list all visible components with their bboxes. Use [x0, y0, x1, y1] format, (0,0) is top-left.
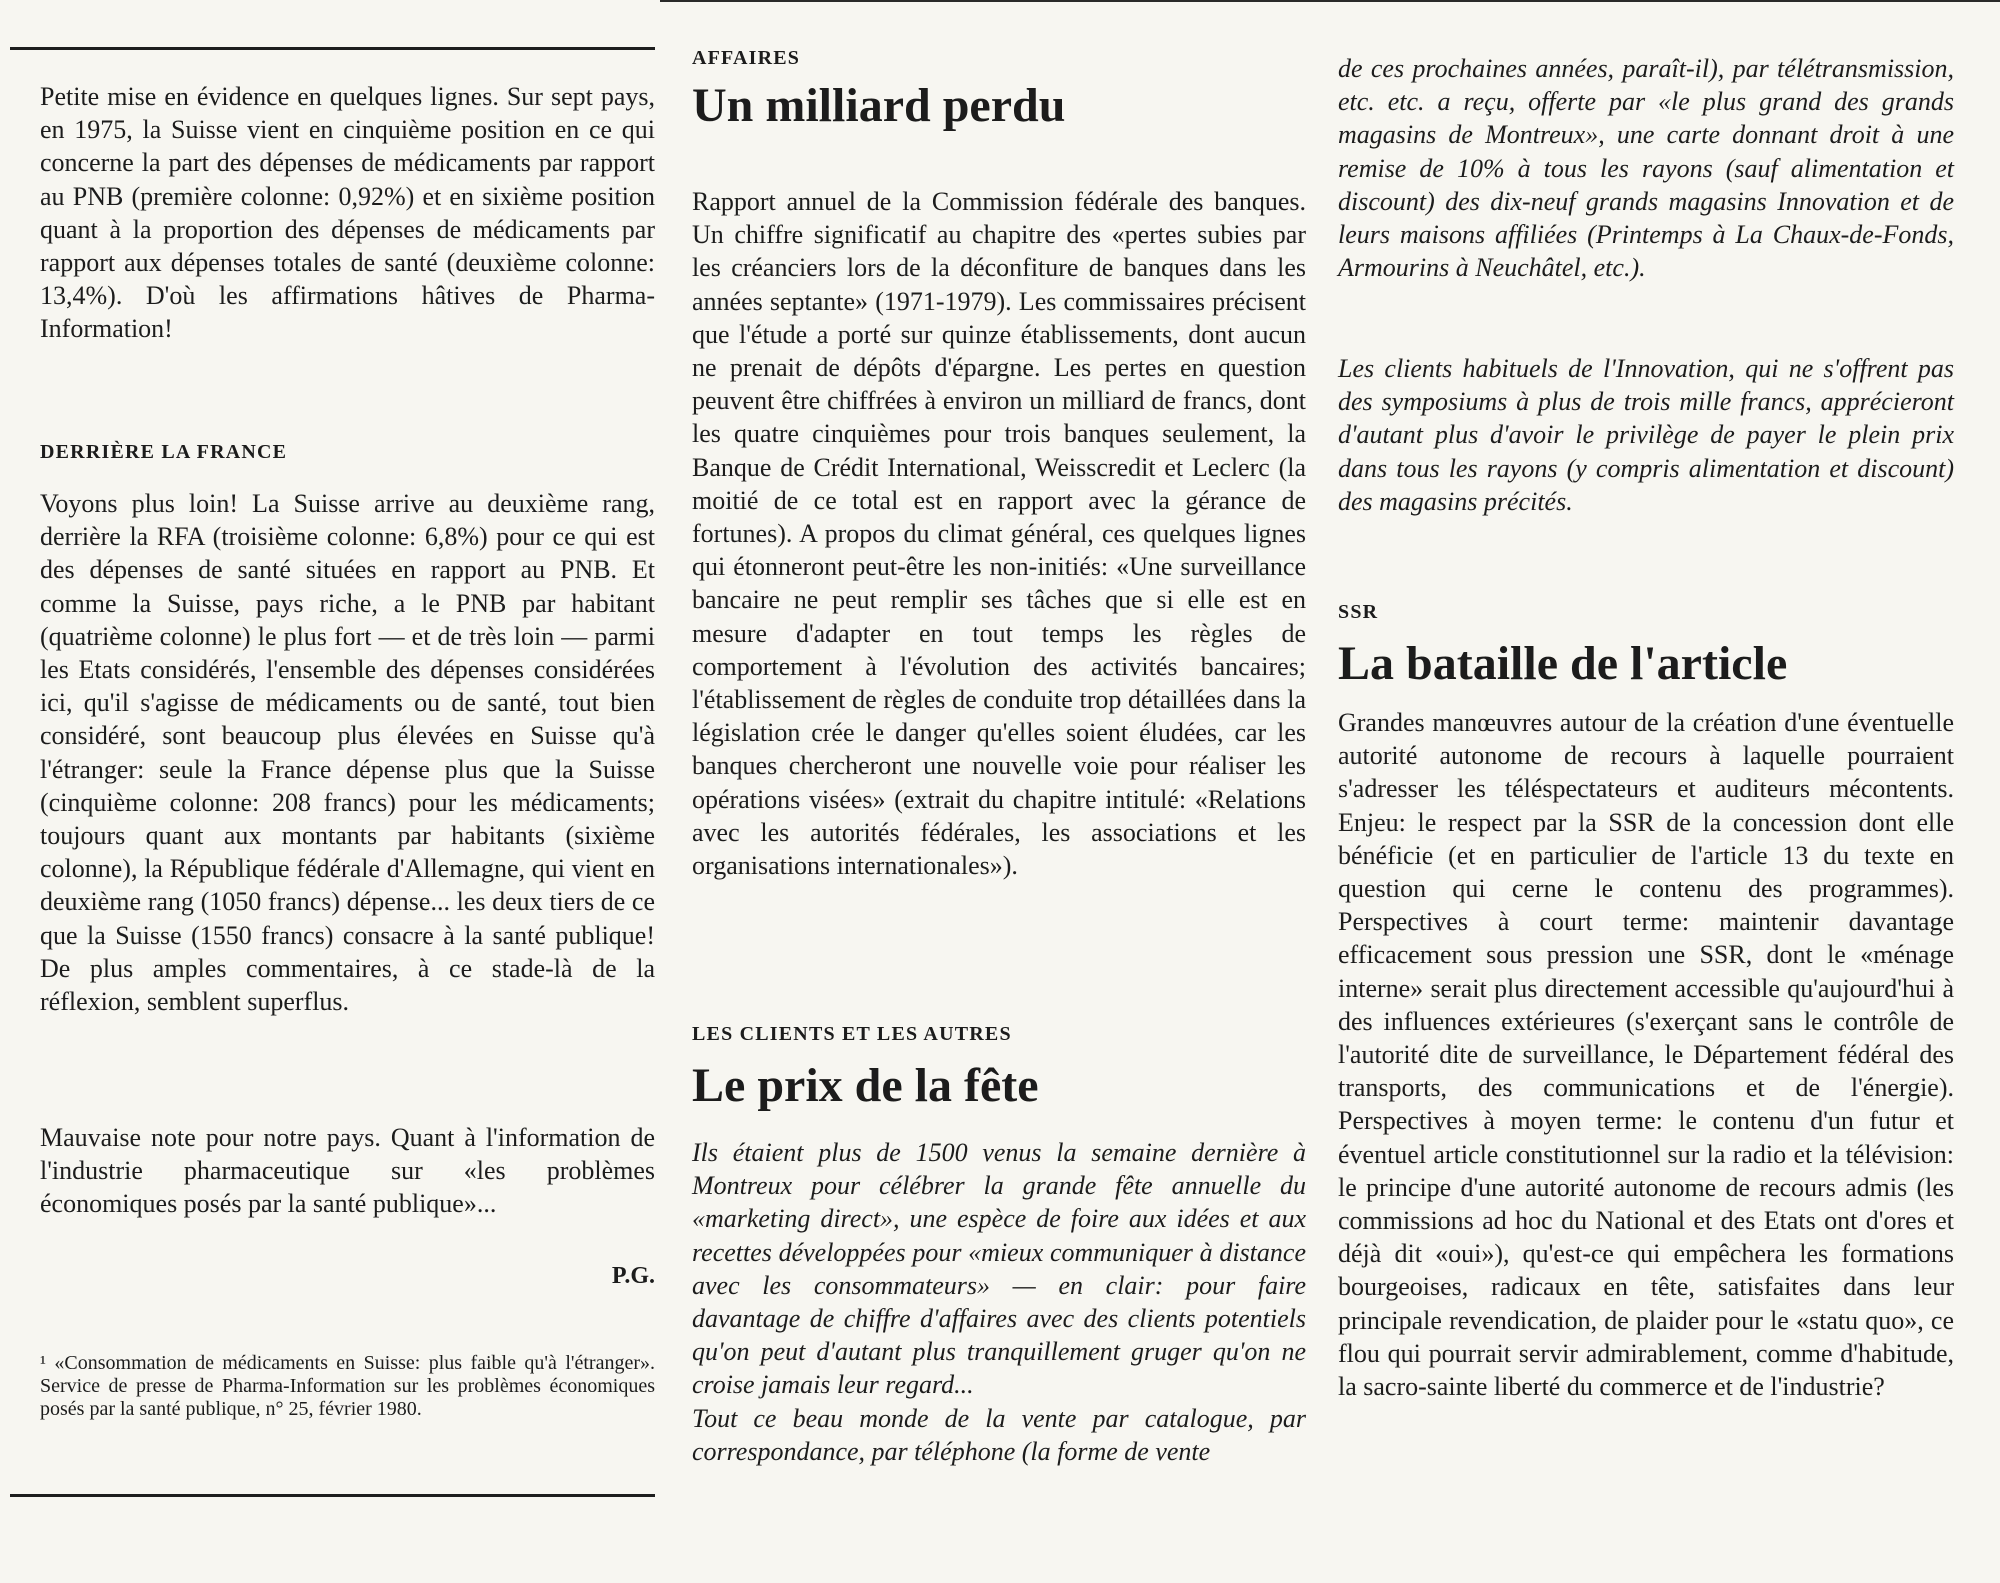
- section-kicker: LES CLIENTS ET LES AUTRES: [692, 1023, 1012, 1045]
- article-body-italic: Ils étaient plus de 1500 venus la semaine dernière à Montreux pour célébrer la grande fête annuelle du «marketing direct», une espèce de foire aux idées et aux recettes développées pour «mieux communiquer à distance avec les consommateurs» — en clair: pour faire davantage de chiffre d'affaires avec des clients potentiels qu'on peut d'autant plus tranquillement gruger qu'on ne croise jamais leur regard...: [692, 1138, 1306, 1400]
- body-paragraph: Voyons plus loin! La Suisse arrive au deuxième rang, derrière la RFA (troisième colonne: 6,8%) pour ce qui est des dépenses de santé situées en rapport au PNB. Et comme la Suisse, pays riche, a le PNB par habitant (quatrième colonne) le plus fort — et de très loin — parmi les Etats considérés, l'ensemble des dépenses considérées ici, qu'il s'agisse de médicaments ou de santé, tout bien considéré, sont beaucoup plus élevées en Suisse qu'à l'étranger: seule la France dépense plus que la Suisse (cinquième colonne: 208 francs) pour les médicaments; toujours quant aux montants par habitants (sixième colonne), la République fédérale d'Allemagne, qui vient en deuxième rang (1050 francs) dépense... les deux tiers de ce que la Suisse (1550 francs) consacre à la santé publique! De plus amples commentaires, à ce stade-là de la réflexion, semblent superflus.: [40, 489, 655, 1017]
- column-3: [1338, 0, 1954, 1583]
- article-headline: Un milliard perdu: [692, 79, 1066, 132]
- article-body-italic: Tout ce beau monde de la vente par catalogue, par correspondance, par téléphone (la forme de vente: [692, 1403, 1306, 1466]
- column-2: [692, 0, 1306, 1583]
- article-continuation: de ces prochaines années, paraît-il), par télétransmission, etc. etc. a reçu, offerte par «le plus grand des grands magasins de Montreux», une carte donnant droit à une remise de 10% à tous les rayons (sauf alimentation et discount) des dix-neuf grands magasins Innovation et de leurs maisons affiliées (Printemps à La Chaux-de-Fonds, Armourins à Neuchâtel, etc.).: [1338, 54, 1954, 283]
- footnote: ¹ «Consommation de médicaments en Suisse: plus faible qu'à l'étranger». Service de presse de Pharma-Information sur les problèmes économiques posés par la santé publique, n° 25, février 1980.: [40, 1352, 655, 1420]
- article-body: Rapport annuel de la Commission fédérale des banques. Un chiffre significatif au chapitre des «pertes subies par les créanciers lors de la déconfiture de banques dans les années septante» (1971-1979). Les commissaires précisent que l'étude a porté sur quinze établissements, dont aucun ne prenait de dépôts d'épargne. Les pertes en question peuvent être chiffrées à environ un milliard de francs, dont les quatre cinquièmes pour trois banques seulement, la Banque de Crédit International, Weisscredit et Leclerc (la moitié de ce total est en rapport avec la gérance de fortunes). A propos du climat général, ces quelques lignes qui étonneront peut-être les non-initiés: «Une surveillance bancaire ne peut remplir ses tâches que si elle est en mesure d'adapter en tout temps les règles de comportement à l'évolution des activités bancaires; l'établissement de règles de conduite trop détaillées dans la législation crée le danger qu'elles soient éludées, car les banques chercheront une nouvelle voie pour réaliser les opérations visées» (extrait du chapitre intitulé: «Relations avec les autorités fédérales, les associations et les organisations internationales»).: [692, 187, 1306, 881]
- section-kicker: SSR: [1338, 601, 1379, 623]
- article-body: Grandes manœuvres autour de la création d'une éventuelle autorité autonome de recours à laquelle pourraient s'adresser les téléspectateurs et auditeurs mécontents. Enjeu: le respect par la SSR de la concession dont elle bénéficie (et en particulier de l'article 13 du texte en question qui cerne le contenu des programmes). Perspectives à court terme: maintenir davantage efficacement sous pression une SSR, dont le «ménage interne» serait plus directement accessible qu'aujourd'hui à des influences extérieures (s'exerçant sans le contrôle de l'autorité dite de surveillance, le Département fédéral des transports, des communications et de l'énergie). Perspectives à moyen terme: le contenu d'un futur et éventuel article constitutionnel sur la radio et la télévision: le principe d'une autorité autonome de recours admis (les commissions ad hoc du National et des Etats ont d'ores et déjà dit «oui»), qu'est-ce qui empêchera les formations bourgeoises, radicaux en tête, satisfaites dans leur principale revendication, de plaider pour le «statu quo», ce flou qui pourrait servir admirablement, comme d'habitude, la sacro-sainte liberté du commerce et de l'industrie?: [1338, 708, 1954, 1402]
- article-body-italic: Les clients habituels de l'Innovation, qui ne s'offrent pas des symposiums à plus de trois mille francs, apprécieront d'autant plus d'avoir le privilège de payer le plein prix dans tous les rayons (y compris alimentation et discount) des magasins précités.: [1338, 354, 1954, 516]
- section-subhead: DERRIÈRE LA FRANCE: [40, 441, 288, 463]
- body-paragraph: Mauvaise note pour notre pays. Quant à l'information de l'industrie pharmaceutique sur «les problèmes économiques posés par la santé publique»...: [40, 1123, 655, 1219]
- author-signature: P.G.: [611, 1263, 655, 1289]
- article-headline: Le prix de la fête: [692, 1059, 1039, 1112]
- article-headline: La bataille de l'article: [1338, 637, 1788, 690]
- section-kicker: AFFAIRES: [692, 47, 801, 69]
- column-1: [40, 0, 655, 1583]
- intro-paragraph: Petite mise en évidence en quelques lignes. Sur sept pays, en 1975, la Suisse vient en cinquième position en ce qui concerne la part des dépenses de médicaments par rapport au PNB (première colonne: 0,92%) et en sixième position quant à la proportion des dépenses de médicaments par rapport aux dépenses totales de santé (deuxième colonne: 13,4%). D'où les affirmations hâtives de Pharma-Information!: [40, 82, 655, 344]
